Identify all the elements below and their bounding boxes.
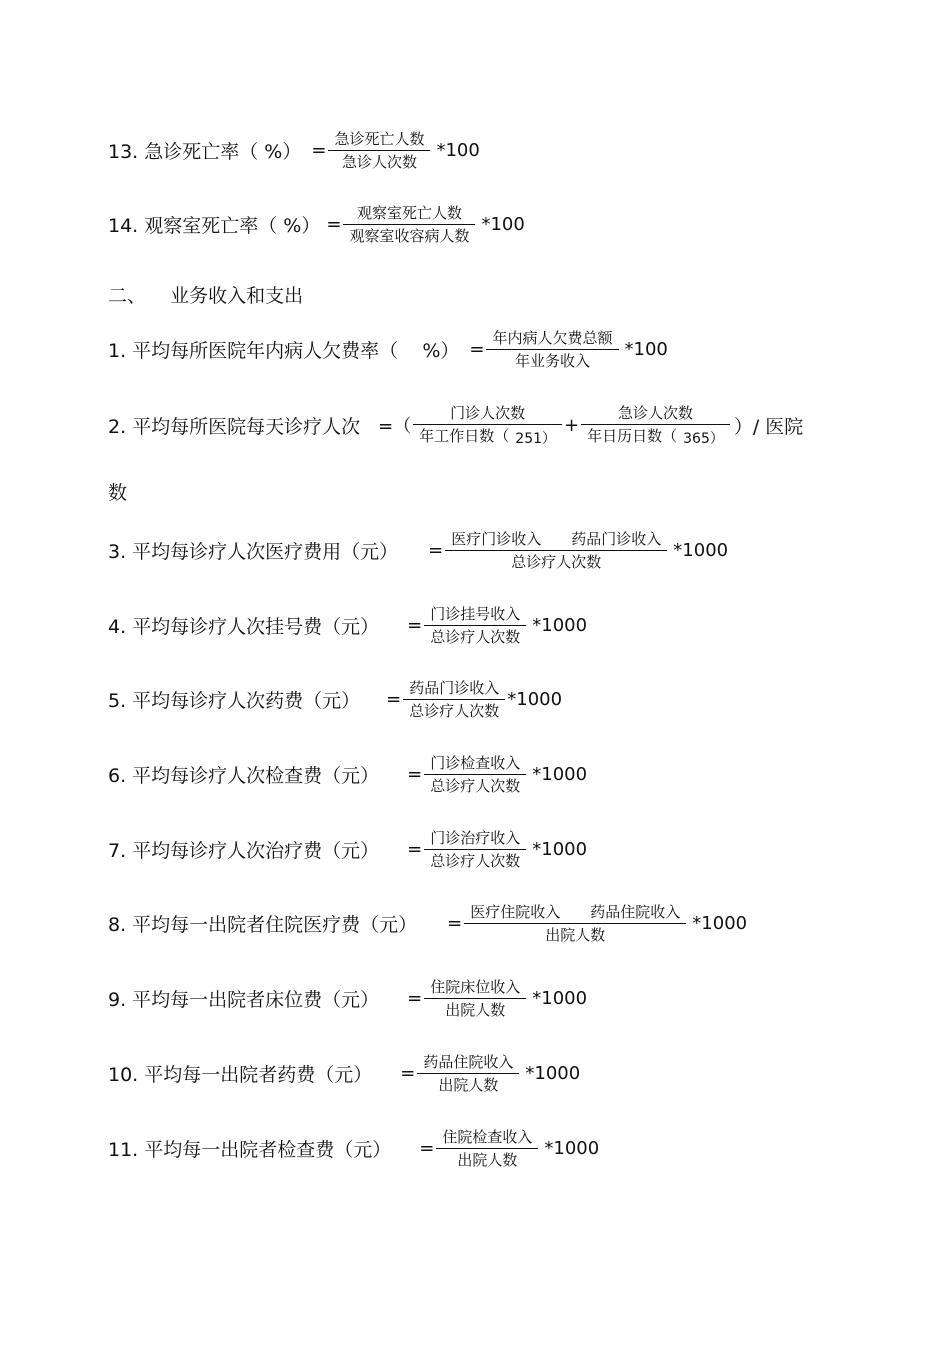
- formula-s2-6: [108, 752, 587, 797]
- formula-14: [108, 202, 525, 247]
- formula-s2-1: [108, 327, 668, 372]
- numerator-b: 药品门诊收入: [571, 530, 662, 548]
- formula-s2-2-wrap: [108, 478, 127, 505]
- numerator: [445, 528, 667, 550]
- formula-label: 4. 平均每诊疗人次挂号费（元）: [108, 616, 380, 638]
- fraction: [417, 1051, 519, 1096]
- calendar-days-value: 365）: [683, 431, 724, 447]
- formula-s2-5: [108, 677, 562, 722]
- numerator: 门诊挂号收入: [430, 605, 521, 623]
- formula-label: 6. 平均每诊疗人次检查费（元）: [108, 765, 380, 787]
- fraction: [424, 827, 526, 872]
- equals-sign: =: [400, 1063, 416, 1084]
- equals-sign: =: [407, 764, 423, 785]
- denominator: 出院人数: [445, 1001, 506, 1019]
- formula-13: [108, 128, 480, 173]
- fraction: [436, 1126, 538, 1171]
- denominator: 总诊疗人次数: [511, 553, 602, 571]
- numerator: 药品门诊收入: [409, 679, 500, 697]
- numerator-b: 药品住院收入: [590, 903, 681, 921]
- denominator: 出院人数: [457, 1151, 518, 1169]
- numerator: 急诊死亡人数: [334, 130, 425, 148]
- numerator: 住院检查收入: [442, 1128, 533, 1146]
- multiplier: *1000: [532, 764, 588, 785]
- multiplier: *1000: [532, 839, 588, 860]
- multiplier: *1000: [532, 615, 588, 636]
- equals-sign: =: [469, 339, 485, 360]
- numerator: 年内病人欠费总额: [492, 329, 613, 347]
- equals-paren: =（: [378, 416, 412, 437]
- formula-label: 1. 平均每所医院年内病人欠费率（ %）: [108, 340, 460, 362]
- multiplier: *1000: [692, 913, 748, 934]
- denominator: 急诊人次数: [341, 153, 417, 171]
- formula-label: 5. 平均每诊疗人次药费（元）: [108, 690, 361, 712]
- numerator: 门诊治疗收入: [430, 829, 521, 847]
- multiplier: *1000: [532, 988, 588, 1009]
- denominator: 出院人数: [438, 1076, 499, 1094]
- formula-label: 9. 平均每一出院者床位费（元）: [108, 989, 380, 1011]
- denominator: 观察室收容病人数: [349, 227, 470, 245]
- numerator: [464, 901, 686, 923]
- denominator: [413, 425, 562, 448]
- formula-label: 3. 平均每诊疗人次医疗费用（元）: [108, 541, 399, 563]
- section-heading: 二、 业务收入和支出: [108, 285, 304, 307]
- fraction: [403, 677, 505, 722]
- numerator: 药品住院收入: [423, 1053, 514, 1071]
- equals-sign: =: [447, 913, 463, 934]
- multiplier: *1000: [544, 1138, 600, 1159]
- section-title: [108, 281, 303, 308]
- numerator-a: 医疗门诊收入: [451, 530, 542, 548]
- formula-label: 11. 平均每一出院者检查费（元）: [108, 1139, 392, 1161]
- fraction: [445, 528, 667, 573]
- numerator: 门诊检查收入: [430, 754, 521, 772]
- numerator-a: 医疗住院收入: [470, 903, 561, 921]
- formula-s2-11: [108, 1126, 599, 1171]
- equals-sign: =: [428, 540, 444, 561]
- denominator: 总诊疗人次数: [430, 628, 521, 646]
- equals-sign: =: [407, 988, 423, 1009]
- denominator: [581, 425, 730, 448]
- formula-s2-9: [108, 976, 587, 1021]
- formula-label: 8. 平均每一出院者住院医疗费（元）: [108, 914, 418, 936]
- equals-sign: =: [311, 140, 327, 161]
- formula-label: 10. 平均每一出院者药费（元）: [108, 1064, 373, 1086]
- multiplier: *1000: [507, 689, 563, 710]
- formula-s2-7: [108, 827, 587, 872]
- denominator-text: 年日历日数（: [587, 427, 678, 445]
- fraction: [424, 976, 526, 1021]
- fraction-outpatient: [413, 402, 562, 448]
- denominator: 总诊疗人次数: [430, 777, 521, 795]
- equals-sign: =: [386, 689, 402, 710]
- denominator-text: 年工作日数（: [419, 427, 510, 445]
- fraction: [424, 603, 526, 648]
- multiplier: *100: [436, 140, 480, 161]
- equals-sign: =: [419, 1138, 435, 1159]
- numerator: 门诊人次数: [450, 404, 526, 422]
- fraction: [343, 202, 475, 247]
- numerator: 观察室死亡人数: [356, 204, 462, 222]
- plus-sign: +: [564, 414, 580, 436]
- multiplier: *1000: [525, 1063, 581, 1084]
- wrapped-text: 数: [108, 482, 128, 504]
- formula-label: 2. 平均每所医院每天诊疗人次: [108, 415, 361, 438]
- denominator: 出院人数: [545, 926, 606, 944]
- fraction-emergency: [581, 402, 730, 448]
- numerator: 住院床位收入: [430, 978, 521, 996]
- formula-label: 14. 观察室死亡率（ %）: [108, 215, 321, 237]
- formula-s2-2: [108, 402, 803, 448]
- fraction: [328, 128, 430, 173]
- multiplier: *100: [481, 214, 525, 235]
- denominator: 总诊疗人次数: [409, 702, 500, 720]
- fraction: [464, 901, 686, 946]
- multiplier: *1000: [673, 540, 729, 561]
- denominator: 年业务收入: [514, 352, 590, 370]
- equals-sign: =: [407, 615, 423, 636]
- formula-s2-3: [108, 528, 728, 573]
- working-days-value: 251）: [515, 431, 557, 447]
- fraction: [424, 752, 526, 797]
- formula-s2-4: [108, 603, 587, 648]
- formula-s2-10: [108, 1051, 580, 1096]
- equals-sign: =: [407, 839, 423, 860]
- numerator: 急诊人次数: [617, 404, 693, 422]
- divide-hospital-count: ）/ 医院: [733, 415, 804, 438]
- formula-label: 13. 急诊死亡率（ %）: [108, 141, 302, 163]
- formula-label: 7. 平均每诊疗人次治疗费（元）: [108, 840, 380, 862]
- fraction: [486, 327, 618, 372]
- formula-s2-8: [108, 901, 747, 946]
- multiplier: *100: [624, 339, 668, 360]
- equals-sign: =: [326, 214, 342, 235]
- denominator: 总诊疗人次数: [430, 852, 521, 870]
